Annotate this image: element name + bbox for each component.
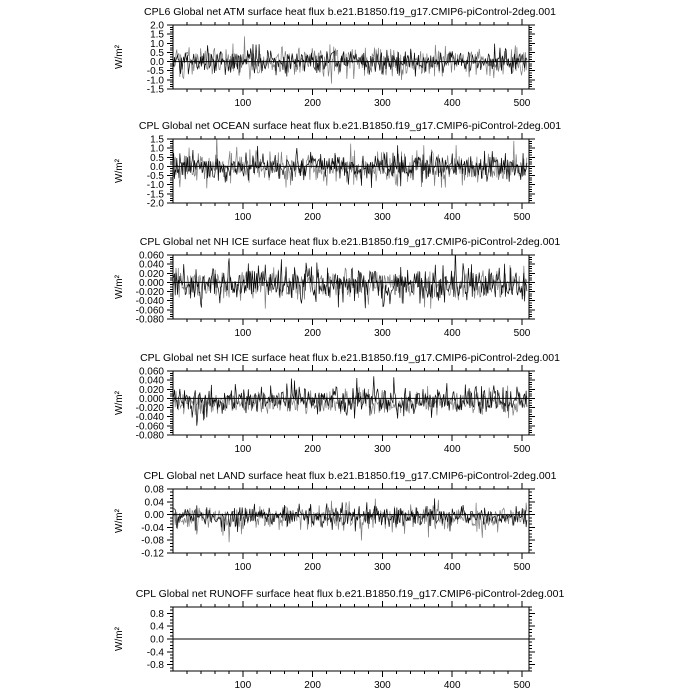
y-tick-label: 0.00 bbox=[144, 510, 164, 522]
y-tick-label: -0.12 bbox=[141, 548, 164, 560]
y-tick-label: -0.040 bbox=[135, 296, 164, 308]
y-tick-label: 0.040 bbox=[138, 259, 164, 271]
x-tick-label: 100 bbox=[234, 98, 252, 109]
plot-nh-ice bbox=[0, 235, 700, 339]
plot-title-sh-ice: CPL Global net SH ICE surface heat flux b.e21.B1850.f19_g17.CMIP6-piControl-2deg.001 bbox=[140, 352, 560, 364]
x-tick-label: 500 bbox=[513, 444, 531, 455]
plot-title-runoff: CPL Global net RUNOFF surface heat flux b.e21.B1850.f19_g17.CMIP6-piControl-2deg.001 bbox=[135, 588, 565, 600]
plot-land bbox=[0, 469, 700, 573]
x-tick-label: 400 bbox=[443, 444, 461, 455]
y-axis-unit-label: W/m² bbox=[114, 391, 125, 415]
x-tick-label: 400 bbox=[443, 98, 461, 109]
y-tick-label: -0.040 bbox=[135, 412, 164, 424]
y-tick-label: -0.04 bbox=[141, 522, 164, 534]
x-tick-label: 200 bbox=[304, 444, 321, 455]
y-tick-label: 0.040 bbox=[138, 375, 164, 387]
y-tick-label: 1.5 bbox=[150, 29, 164, 41]
y-tick-label: -0.060 bbox=[135, 421, 164, 433]
y-tick-label: 0.0 bbox=[150, 57, 164, 69]
x-tick-label: 100 bbox=[234, 444, 252, 455]
y-axis-unit-label: W/m² bbox=[114, 627, 125, 651]
y-tick-label: 1.0 bbox=[150, 143, 164, 155]
x-tick-label: 300 bbox=[374, 444, 391, 455]
plot-title-atm: CPL6 Global net ATM surface heat flux b.e21.B1850.f19_g17.CMIP6-piControl-2deg.001 bbox=[144, 6, 556, 18]
y-tick-label: -0.020 bbox=[135, 403, 164, 415]
y-tick-label: 0.000 bbox=[138, 393, 164, 405]
x-tick-label: 100 bbox=[234, 328, 252, 339]
x-tick-label: 400 bbox=[443, 680, 461, 691]
y-axis-unit-label: W/m² bbox=[114, 159, 125, 183]
y-axis-unit-label: W/m² bbox=[114, 275, 125, 299]
y-tick-label: -0.060 bbox=[135, 305, 164, 317]
x-tick-label: 300 bbox=[374, 212, 391, 223]
y-tick-label: 0.0 bbox=[150, 161, 164, 173]
plot-sh-ice bbox=[0, 351, 700, 455]
y-tick-label: -0.8 bbox=[146, 660, 164, 672]
y-tick-label: 0.4 bbox=[150, 621, 164, 633]
series-line-land bbox=[174, 498, 527, 531]
x-tick-label: 200 bbox=[304, 98, 321, 109]
y-axis-unit-label: W/m² bbox=[114, 45, 125, 69]
y-tick-label: 0.5 bbox=[150, 47, 164, 59]
y-tick-label: -0.08 bbox=[141, 535, 164, 547]
plot-title-land: CPL Global net LAND surface heat flux b.e21.B1850.f19_g17.CMIP6-piControl-2deg.001 bbox=[143, 470, 557, 482]
x-tick-label: 400 bbox=[443, 328, 461, 339]
y-tick-label: 0.04 bbox=[144, 497, 164, 509]
x-tick-label: 500 bbox=[513, 680, 531, 691]
x-tick-label: 200 bbox=[304, 328, 321, 339]
plot-ocean bbox=[0, 119, 700, 223]
y-tick-label: 0.020 bbox=[138, 384, 164, 396]
y-tick-label: 0.000 bbox=[138, 277, 164, 289]
x-tick-label: 200 bbox=[304, 562, 321, 573]
x-tick-label: 200 bbox=[304, 212, 321, 223]
y-tick-label: -0.080 bbox=[135, 430, 164, 442]
x-tick-label: 500 bbox=[513, 562, 531, 573]
y-axis-unit-label: W/m² bbox=[114, 509, 125, 533]
y-tick-label: 0.8 bbox=[150, 608, 164, 620]
x-tick-label: 300 bbox=[374, 562, 391, 573]
y-tick-label: -1.5 bbox=[146, 84, 164, 96]
y-tick-label: -1.0 bbox=[146, 75, 164, 87]
x-tick-label: 100 bbox=[234, 680, 252, 691]
y-tick-label: -0.5 bbox=[146, 66, 164, 78]
series-line-land bbox=[174, 499, 527, 543]
plot-atm bbox=[0, 5, 700, 109]
x-tick-label: 400 bbox=[443, 212, 461, 223]
y-tick-label: -1.5 bbox=[146, 189, 164, 201]
plot-runoff bbox=[0, 587, 700, 691]
y-tick-label: -0.080 bbox=[135, 314, 164, 326]
y-tick-label: -1.0 bbox=[146, 180, 164, 192]
y-tick-label: 1.0 bbox=[150, 38, 164, 50]
x-tick-label: 100 bbox=[234, 212, 252, 223]
series-line-sh-ice bbox=[174, 376, 527, 426]
x-tick-label: 300 bbox=[374, 98, 391, 109]
y-tick-label: 0.060 bbox=[138, 250, 164, 262]
y-tick-label: 0.060 bbox=[138, 366, 164, 378]
x-tick-label: 300 bbox=[374, 328, 391, 339]
y-tick-label: -0.4 bbox=[146, 647, 164, 659]
x-tick-label: 200 bbox=[304, 680, 321, 691]
plot-title-nh-ice: CPL Global net NH ICE surface heat flux b.e21.B1850.f19_g17.CMIP6-piControl-2deg.001 bbox=[139, 236, 561, 248]
x-tick-label: 100 bbox=[234, 562, 252, 573]
x-tick-label: 500 bbox=[513, 212, 531, 223]
x-tick-label: 400 bbox=[443, 562, 461, 573]
y-tick-label: -0.020 bbox=[135, 287, 164, 299]
y-tick-label: -0.5 bbox=[146, 171, 164, 183]
series-line-nh-ice bbox=[174, 248, 527, 309]
x-tick-label: 500 bbox=[513, 328, 531, 339]
y-tick-label: -2.0 bbox=[146, 198, 164, 210]
x-tick-label: 300 bbox=[374, 680, 391, 691]
plot-title-ocean: CPL Global net OCEAN surface heat flux b.e21.B1850.f19_g17.CMIP6-piControl-2deg.001 bbox=[138, 120, 562, 132]
y-tick-label: 0.020 bbox=[138, 268, 164, 280]
y-tick-label: 0.0 bbox=[150, 634, 164, 646]
y-tick-label: 2.0 bbox=[150, 20, 164, 32]
x-tick-label: 500 bbox=[513, 98, 531, 109]
y-tick-label: 0.08 bbox=[144, 484, 164, 496]
y-tick-label: 1.5 bbox=[150, 134, 164, 146]
y-tick-label: 0.5 bbox=[150, 152, 164, 164]
